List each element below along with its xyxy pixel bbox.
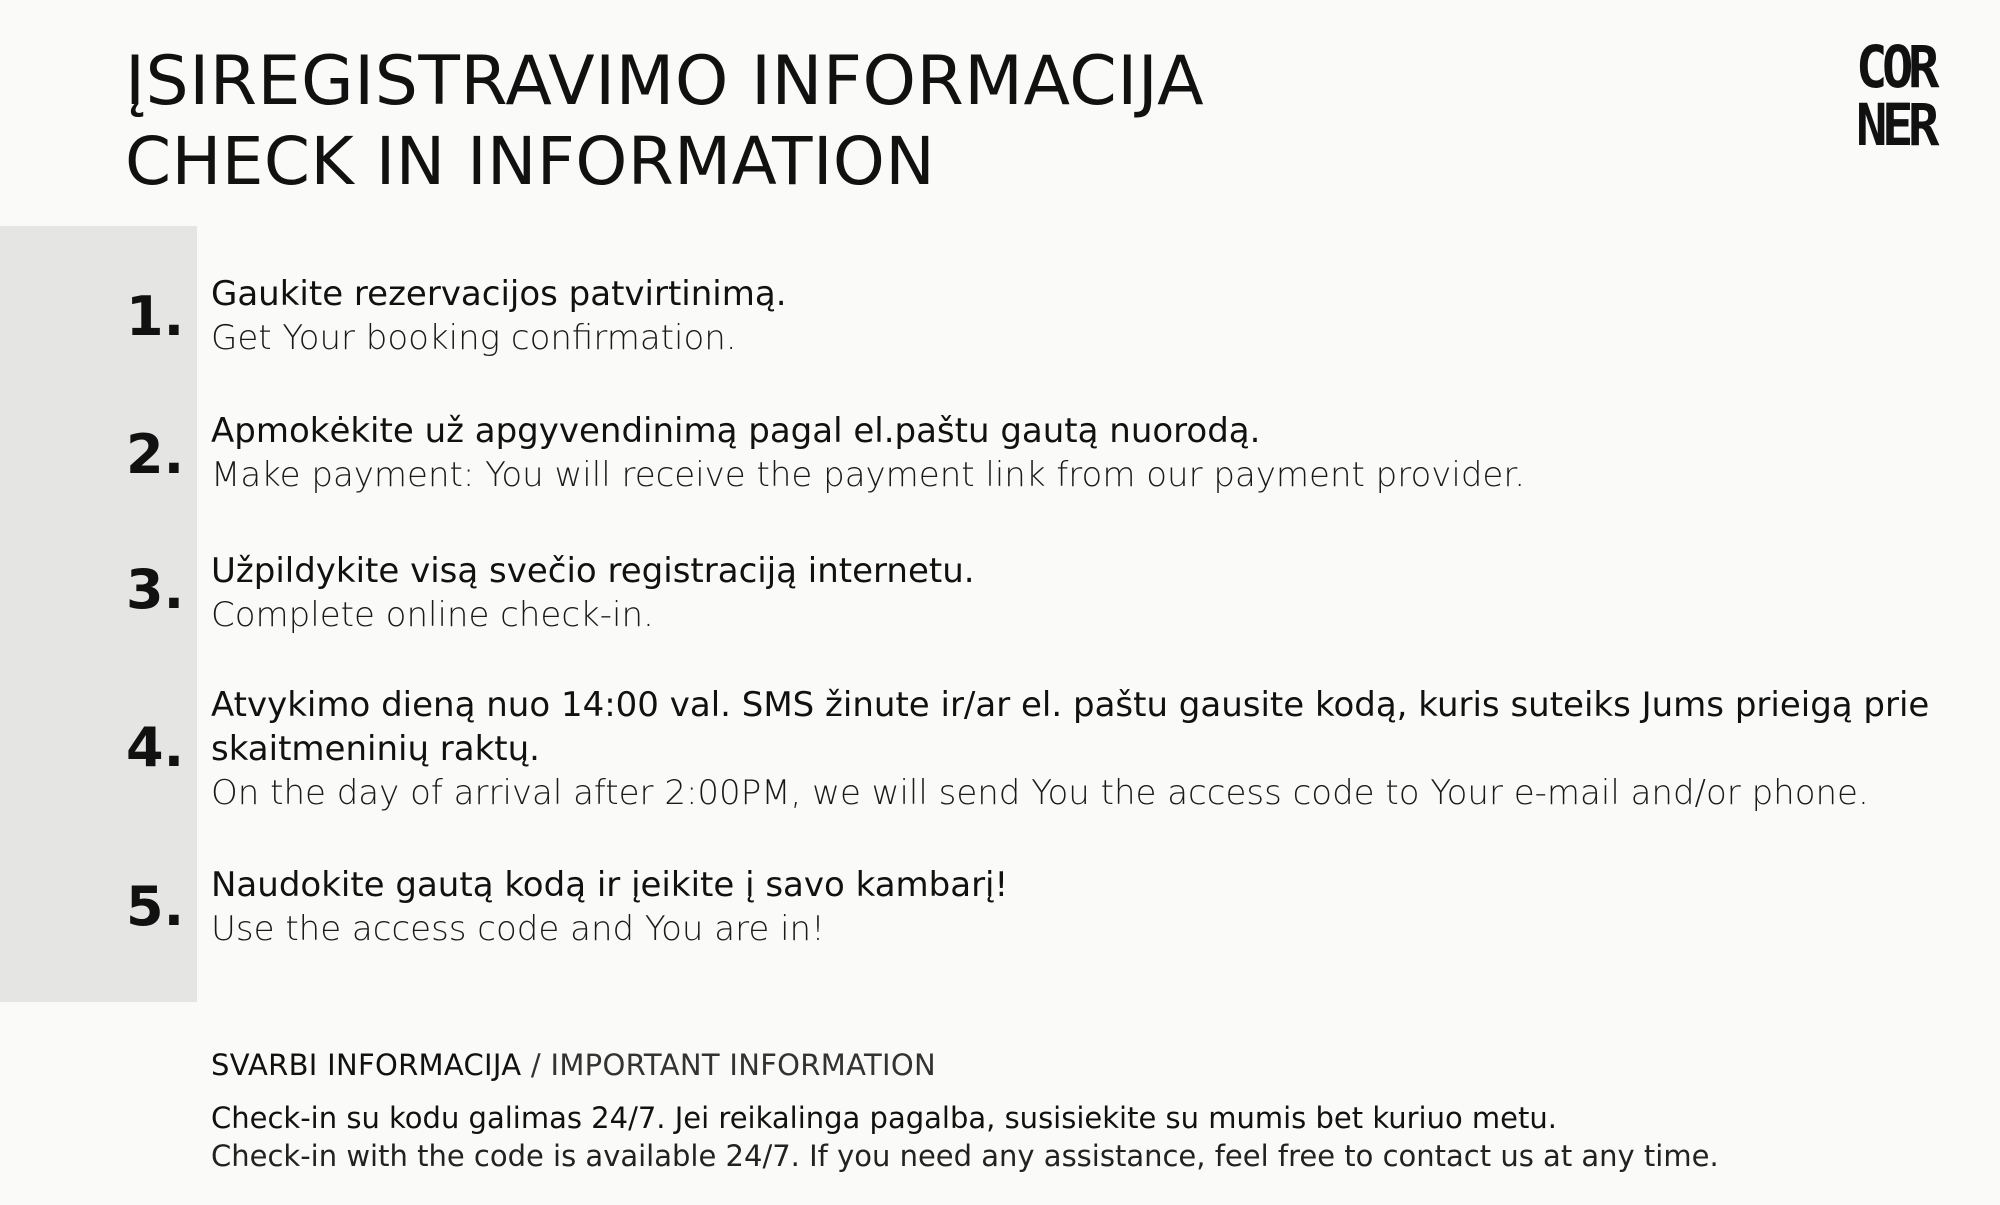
step-text-english: Use the access code and You are in! xyxy=(211,909,825,949)
step-number: 4. xyxy=(126,716,185,779)
important-text-english: Check-in with the code is available 24/7. If you need any assistance, feel free to contact us at any time. xyxy=(211,1139,1719,1173)
step-number: 3. xyxy=(126,558,185,621)
important-heading-lithuanian: SVARBI INFORMACIJA xyxy=(211,1048,522,1082)
step-text-english: On the day of arrival after 2:00PM, we will send You the access code to Your e-mail and/or phone. xyxy=(211,773,1869,813)
logo-line-1: COR xyxy=(1856,33,1935,101)
logo-line-2: NER xyxy=(1856,91,1935,159)
step-text-lithuanian: Naudokite gautą kodą ir įeikite į savo kambarį! xyxy=(211,865,1009,905)
title-english: CHECK IN INFORMATION xyxy=(125,123,936,200)
page-title xyxy=(125,42,1204,202)
step-text xyxy=(211,863,1971,951)
step-text xyxy=(211,549,1971,637)
step-number: 1. xyxy=(126,285,185,348)
important-heading-english: IMPORTANT INFORMATION xyxy=(550,1048,936,1082)
important-heading xyxy=(211,1042,1971,1088)
corner-logo xyxy=(1856,33,1960,159)
step-text-lithuanian: Atvykimo dieną nuo 14:00 val. SMS žinute ir/ar el. paštu gausite kodą, kuris suteiks Jums prieigą prie skaitmeninių raktų. xyxy=(211,685,1930,769)
step-text-lithuanian: Gaukite rezervacijos patvirtinimą. xyxy=(211,274,787,314)
step-text xyxy=(211,409,1971,497)
step-text xyxy=(211,272,1971,360)
step-text-english: Make payment: You will receive the payment link from our payment provider. xyxy=(211,455,1525,495)
title-lithuanian: ĮSIREGISTRAVIMO INFORMACIJA xyxy=(125,42,1205,121)
step-number: 5. xyxy=(126,875,185,938)
step-text-english: Get Your booking confirmation. xyxy=(211,318,737,358)
step-number: 2. xyxy=(126,423,185,486)
step-text-lithuanian: Užpildykite visą svečio registraciją internetu. xyxy=(211,551,975,591)
step-text xyxy=(211,683,1971,815)
heading-separator: / xyxy=(521,1048,551,1082)
step-text-lithuanian: Apmokėkite už apgyvendinimą pagal el.paštu gautą nuorodą. xyxy=(211,411,1261,451)
important-text-lithuanian: Check-in su kodu galimas 24/7. Jei reikalinga pagalba, susisiekite su mumis bet kuriuo metu. xyxy=(211,1101,1557,1135)
important-information xyxy=(211,1042,1971,1174)
step-text-english: Complete online check-in. xyxy=(211,595,654,635)
